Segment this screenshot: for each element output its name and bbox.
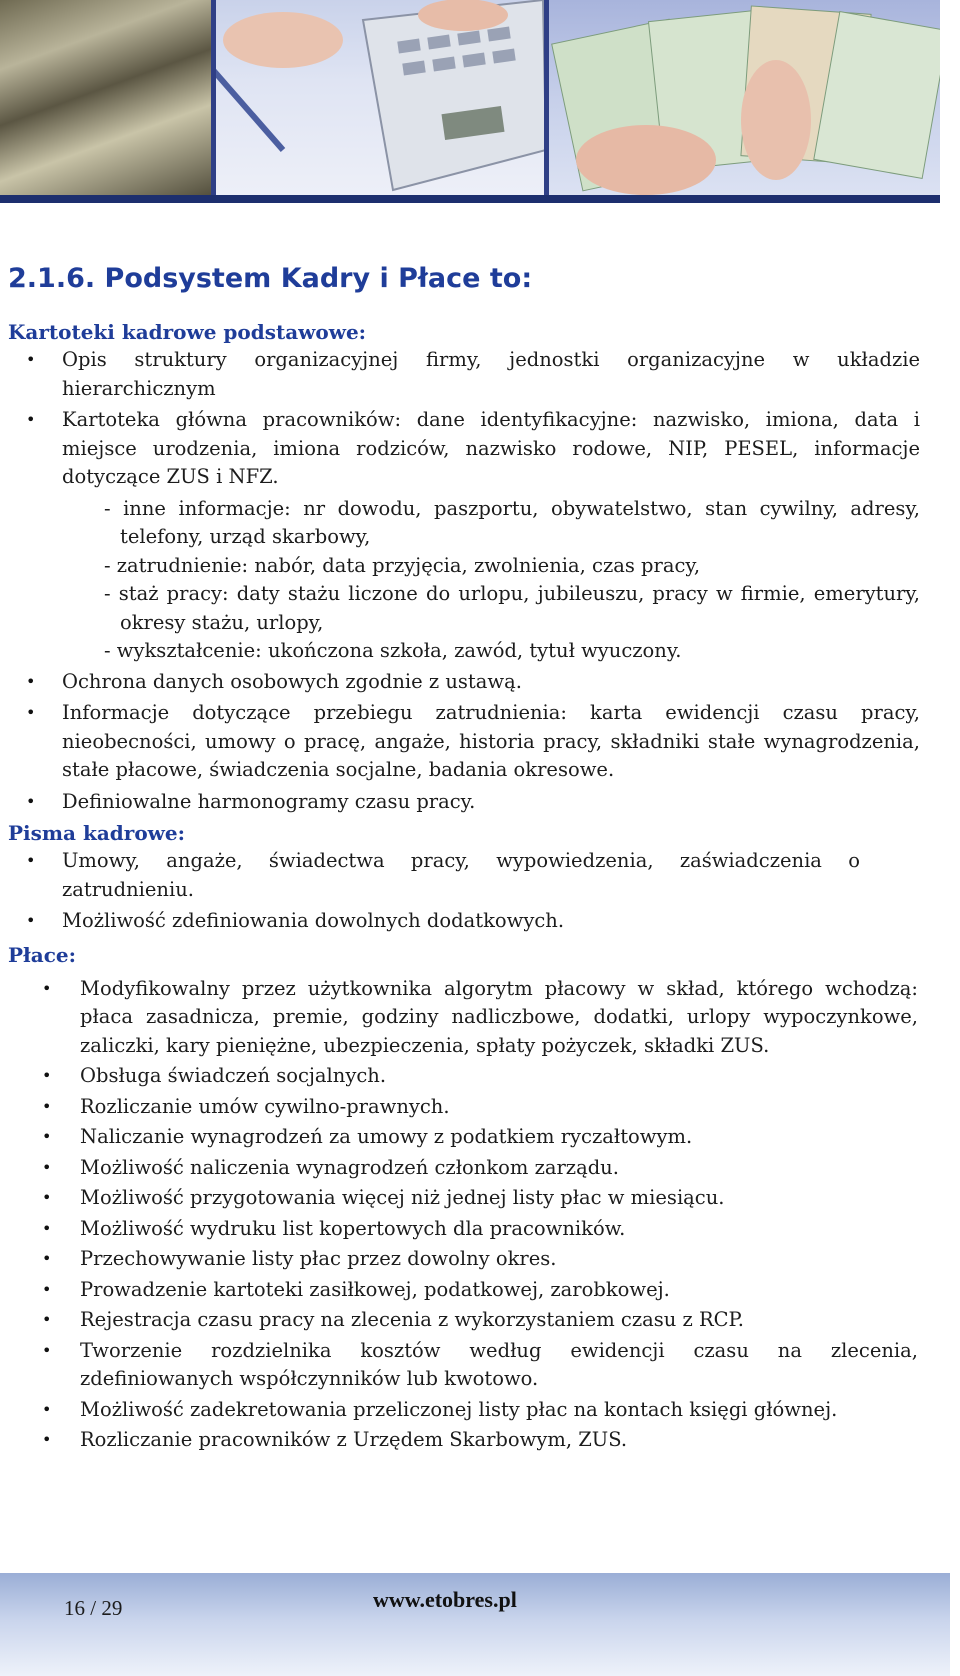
bullet-icon: •	[42, 1066, 52, 1085]
list-item: • Możliwość przygotowania więcej niż jednej listy płac w miesiącu.	[8, 1184, 922, 1213]
kartoteki-list	[8, 346, 922, 492]
bullet-icon: •	[42, 1127, 52, 1146]
kartoteki-sublist	[8, 495, 922, 666]
coins-photo	[0, 0, 213, 202]
banner-divider	[544, 0, 549, 200]
list-item: • Rozliczanie pracowników z Urzędem Skarbowym, ZUS.	[8, 1426, 922, 1455]
bullet-icon: •	[26, 350, 36, 369]
bullet-icon: •	[42, 1188, 52, 1207]
pisma-list	[8, 847, 922, 936]
bullet-icon: •	[42, 978, 52, 998]
bullet-icon: •	[26, 671, 36, 691]
bullet-icon: •	[42, 1340, 52, 1360]
list-item: • Obsługa świadczeń socjalnych.	[8, 1062, 922, 1091]
section-title-place: Płace:	[8, 942, 76, 967]
list-item: • Prowadzenie kartoteki zasiłkowej, podatkowej, zarobkowej.	[8, 1276, 922, 1305]
bullet-icon: •	[42, 1249, 52, 1268]
bullet-icon: •	[42, 1430, 52, 1449]
list-item: • Rozliczanie umów cywilno-prawnych.	[8, 1093, 922, 1122]
list-item: • Możliwość wydruku list kopertowych dla pracowników.	[8, 1215, 922, 1244]
banknotes-illustration	[546, 0, 940, 202]
bullet-icon: •	[42, 1399, 52, 1419]
page-number: 16 / 29	[64, 1596, 123, 1620]
bullet-icon: •	[42, 1279, 52, 1299]
list-item: • Tworzenie rozdzielnika kosztów według ewidencji czasu na zlecenia, zdefiniowanych współczynników lub kwotowo.	[42, 1338, 918, 1390]
banner-divider	[211, 0, 216, 200]
bullet-icon: •	[26, 851, 36, 870]
place-list	[8, 975, 922, 1455]
page-title: 2.1.6. Podsystem Kadry i Płace to:	[8, 263, 533, 294]
section-title-pisma: Pisma kadrowe:	[8, 821, 185, 845]
sub-list-item: - staż pracy: daty stażu liczone do urlopu, jubileuszu, pracy w firmie, emerytury, okresy stażu, urlopy,	[104, 582, 920, 634]
bullet-icon: •	[26, 410, 36, 429]
list-item: • Ochrona danych osobowych zgodnie z ustawą.	[8, 668, 922, 697]
list-item: • Opis struktury organizacyjnej firmy, jednostki organizacyjne w układzie hierarchicznym	[26, 348, 920, 400]
list-item: • Definiowalne harmonogramy czasu pracy.	[8, 788, 922, 817]
list-item: • Możliwość zdefiniowania dowolnych dodatkowych.	[8, 907, 862, 936]
list-item: • Umowy, angaże, świadectwa pracy, wypowiedzenia, zaświadczenia o zatrudnieniu.	[26, 849, 860, 901]
bullet-icon: •	[26, 703, 36, 722]
list-item: • Rejestracja czasu pracy na zlecenia z wykorzystaniem czasu z RCP.	[8, 1306, 922, 1335]
list-item: • Przechowywanie listy płac przez dowolny okres.	[8, 1245, 922, 1274]
header-banner	[0, 0, 940, 204]
list-item: • Kartoteka główna pracowników: dane identyfikacyjne: nazwisko, imiona, data i miejsce urodzenia, imiona rodziców, nazwisko rodowe, NIP, PESEL, informacje dotyczące ZUS i NFZ.	[26, 408, 920, 488]
bullet-icon: •	[42, 1218, 52, 1238]
kartoteki-list-continued	[8, 668, 922, 817]
list-item: • Modyfikowalny przez użytkownika algorytm płacowy w skład, którego wchodzą: płaca zasadnicza, premie, godziny nadliczbowe, dodatki, urlopy wypoczynkowe, zaliczki, kary pieniężne, ubezpieczenia, spłaty pożyczek, składki ZUS.	[42, 976, 918, 1057]
sub-list-item: - zatrudnienie: nabór, data przyjęcia, zwolnienia, czas pracy,	[104, 553, 701, 577]
page-footer	[0, 1573, 950, 1676]
bullet-icon: •	[42, 1310, 52, 1329]
sub-list-item: - wykształcenie: ukończona szkoła, zawód, tytuł wyuczony.	[104, 639, 682, 662]
website-link[interactable]: www.etobres.pl	[373, 1587, 517, 1612]
bullet-icon: •	[26, 791, 36, 811]
bullet-icon: •	[42, 1096, 52, 1116]
calculator-photo	[213, 0, 546, 202]
calculator-illustration	[213, 0, 546, 202]
section-title-kartoteki: Kartoteki kadrowe podstawowe:	[8, 320, 367, 344]
banner-bottom-bar	[0, 195, 940, 203]
bullet-icon: •	[42, 1157, 52, 1177]
list-item: • Możliwość naliczenia wynagrodzeń członkom zarządu.	[8, 1154, 922, 1183]
list-item: • Możliwość zadekretowania przeliczonej listy płac na kontach księgi głównej.	[8, 1396, 922, 1425]
sub-list-item: - inne informacje: nr dowodu, paszportu, obywatelstwo, stan cywilny, adresy, telefony, urząd skarbowy,	[104, 496, 920, 548]
document-body	[8, 262, 922, 1457]
list-item: • Informacje dotyczące przebiegu zatrudnienia: karta ewidencji czasu pracy, nieobecności, umowy o pracę, angaże, historia pracy, składniki stałe wynagrodzenia, stałe płacowe, świadczenia socjalne, badania okresowe.	[26, 701, 920, 781]
bullet-icon: •	[26, 911, 36, 930]
list-item: • Naliczanie wynagrodzeń za umowy z podatkiem ryczałtowym.	[8, 1123, 922, 1152]
banknotes-photo	[546, 0, 940, 202]
